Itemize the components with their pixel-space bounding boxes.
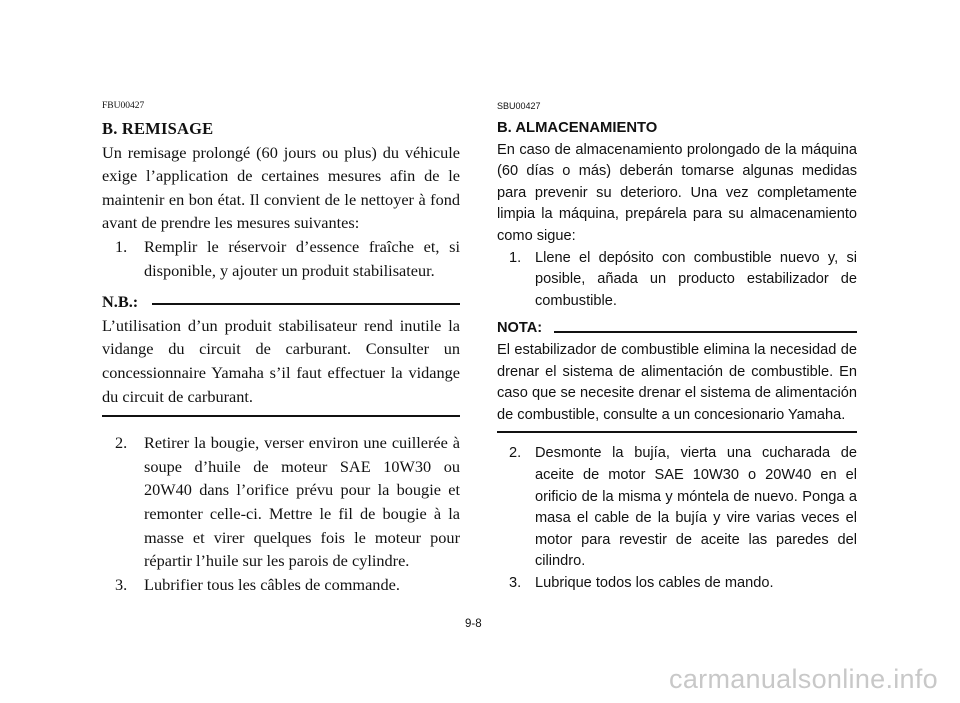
section-code: FBU00427: [102, 101, 145, 111]
list-number: 1.: [509, 249, 522, 266]
section-title: B. REMISAGE: [102, 119, 214, 138]
note-rule: [554, 331, 857, 333]
section-title: B. ALMACENAMIENTO: [497, 120, 658, 136]
note-end-rule: [102, 415, 460, 417]
list-number: 3.: [115, 574, 128, 594]
spanish-column: [497, 100, 857, 594]
list-item-1: [497, 248, 857, 313]
section-code: SBU00427: [497, 101, 541, 111]
intro-paragraph: Un remisage prolongé (60 jours ou plus) du véhicule exige l’application de certaines mesures afin de le maintenir en bon état. Il convient de le nettoyer à fond avant de prendre les mesures suivantes:: [102, 142, 460, 233]
note-rule: [152, 303, 460, 305]
list-item-1: [102, 235, 460, 282]
list-text: Lubrifier tous les câbles de commande.: [144, 574, 400, 594]
list-item-2: [497, 443, 857, 573]
list-item-2: [102, 431, 460, 573]
list-text: Desmonte la bujía, vierta una cucharada de aceite de motor SAE 10W30 o 20W40 en el orificio de la misma y móntela de nuevo. Ponga a masa el cable de la bujía y vire varias veces el motor para revestir de aceite las paredes del cilindro.: [535, 445, 857, 570]
list-number: 2.: [509, 445, 522, 462]
note-header: [102, 290, 460, 314]
list-item-3: [102, 573, 460, 597]
french-column: [102, 100, 460, 596]
list-text: Retirer la bougie, verser environ une cuillerée à soupe d’huile de moteur SAE 10W30 ou 20W40 dans l’orifice prévu pour la bougie et remonter celle-ci. Mettre le fil de bougie à la masse et virer quelques fois le moteur pour répartir l’huile sur les parois de cylindre.: [144, 433, 460, 571]
note-paragraph: El estabilizador de combustible elimina la necesidad de drenar el sistema de alimentación de combustible. En caso que se necesite drenar el sistema de alimentación de combustible, consulte a un concesionario Yamaha.: [497, 341, 857, 423]
list-text: Lubrique todos los cables de mando.: [535, 574, 774, 591]
list-number: 3.: [509, 574, 522, 591]
note-label: N.B.:: [102, 292, 139, 312]
note-header: [497, 318, 857, 340]
list-number: 2.: [115, 433, 128, 453]
note-label: NOTA:: [497, 320, 543, 337]
intro-paragraph: En caso de almacenamiento prolongado de la máquina (60 días o más) deberán tomarse algunas medidas para prevenir su deterioro. Una vez completamente limpia la máquina, prepárela para su almacenamiento como sigue:: [497, 141, 857, 244]
list-number: 1.: [115, 236, 128, 256]
watermark: carmanualsonline.info: [669, 664, 938, 694]
note-end-rule: [497, 431, 857, 433]
list-text: Llene el depósito con combustible nuevo y, si posible, añada un producto estabilizador de combustible.: [535, 249, 857, 309]
page-number: 9-8: [465, 618, 482, 630]
note-paragraph: L’utilisation d’un produit stabilisateur rend inutile la vidange du circuit de carburant. Consulter un concessionnaire Yamaha s’il faut effectuer la vidange du circuit de carburant.: [102, 315, 460, 406]
list-text: Remplir le réservoir d’essence fraîche et, si disponible, y ajouter un produit stabilisateur.: [144, 236, 460, 280]
list-item-3: [497, 573, 857, 595]
